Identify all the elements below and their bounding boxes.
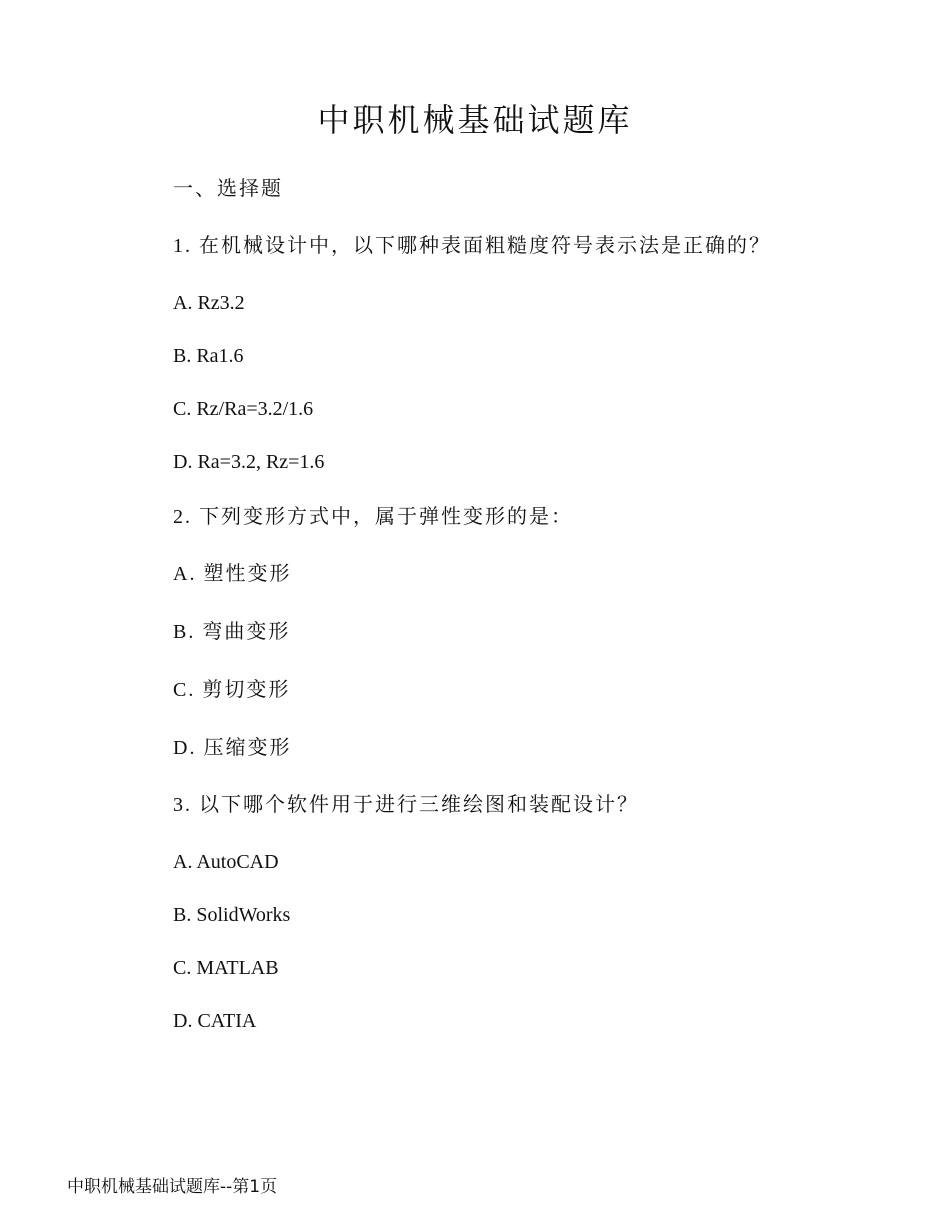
question-2-option-a: A. 塑性变形	[173, 563, 292, 585]
question-2-option-b: B. 弯曲变形	[173, 621, 291, 643]
question-2-stem: 2. 下列变形方式中，属于弹性变形的是：	[173, 506, 573, 528]
document-title: 中职机械基础试题库	[317, 102, 633, 138]
question-3-option-d: D. CATIA	[173, 1010, 257, 1032]
question-3-stem: 3. 以下哪个软件用于进行三维绘图和装配设计？	[173, 794, 639, 816]
question-3-option-b: B. SolidWorks	[173, 904, 291, 926]
question-1-option-b: B. Ra1.6	[173, 345, 244, 367]
question-3-option-a: A. AutoCAD	[173, 851, 279, 873]
question-1-option-a: A. Rz3.2	[173, 292, 245, 314]
question-2-option-d: D. 压缩变形	[173, 737, 292, 759]
section-heading: 一、选择题	[173, 178, 283, 200]
question-1-stem: 1. 在机械设计中，以下哪种表面粗糙度符号表示法是正确的？	[173, 235, 771, 257]
question-1-option-d: D. Ra=3.2, Rz=1.6	[173, 451, 325, 473]
page-footer: 中职机械基础试题库--第1页	[67, 1177, 278, 1197]
question-1-option-c: C. Rz/Ra=3.2/1.6	[173, 398, 314, 420]
question-2-option-c: C. 剪切变形	[173, 679, 291, 701]
question-3-option-c: C. MATLAB	[173, 957, 279, 979]
